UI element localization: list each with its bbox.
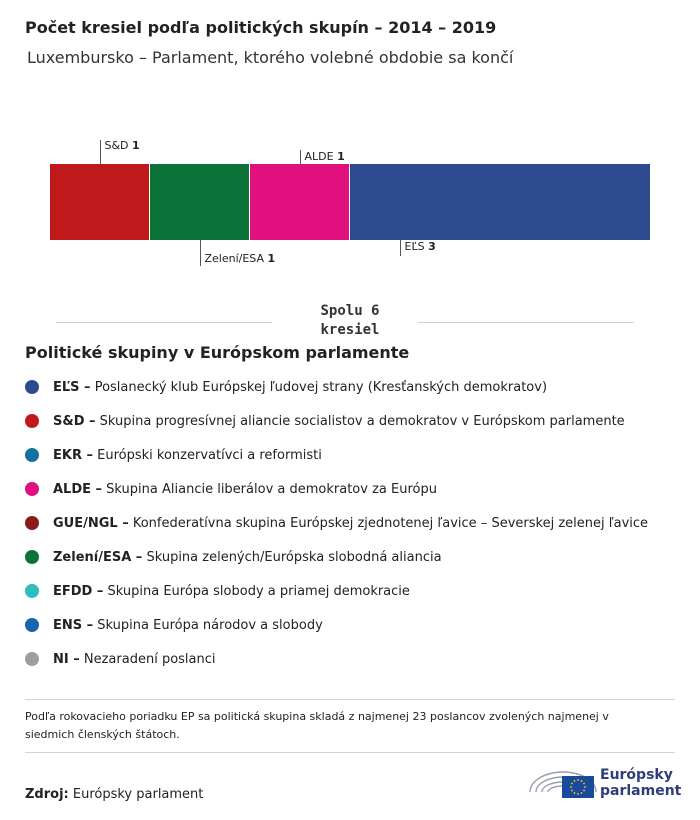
total-divider-right <box>418 322 634 323</box>
source-label: Zdroj: <box>25 787 69 802</box>
chart-title: Počet kresiel podľa politických skupín – 2014 – 2019 <box>25 18 497 37</box>
legend-desc: Skupina Aliancie liberálov a demokratov za Európu <box>102 481 437 497</box>
legend-color-dot <box>25 414 39 428</box>
note-text: Podľa rokovacieho poriadku EP sa politická skupina skladá z najmenej 23 poslancov zvolených najmenej v siedmich členských štátoch. <box>25 710 609 741</box>
legend-desc: Skupina progresívnej aliancie socialistov a demokratov v Európskom parlamente <box>95 413 625 429</box>
legend-desc: Skupina Európa slobody a priamej demokracie <box>103 583 410 599</box>
total-seats-line1: Spolu 6 <box>320 303 380 319</box>
eu-star-icon <box>577 793 579 795</box>
bar-label-1: Zelení/ESA 1 <box>204 252 276 265</box>
source <box>25 787 203 802</box>
bar-label-2: ALDE 1 <box>304 150 345 163</box>
seat-bar-chart <box>0 130 700 280</box>
eu-star-icon <box>581 792 583 794</box>
logo-line2: parlament <box>600 783 682 799</box>
legend-abbr: S&D – <box>53 413 96 429</box>
bar-segment-3 <box>350 164 650 240</box>
legend-color-dot <box>25 550 39 564</box>
legend-item <box>25 438 648 472</box>
bar-label-3: EĽS 3 <box>404 240 436 253</box>
legend-title: Politické skupiny v Európskom parlamente <box>25 343 410 362</box>
legend-abbr: ALDE – <box>53 481 103 497</box>
eu-star-icon <box>574 792 576 794</box>
bar-label-0: S&D 1 <box>104 139 140 152</box>
bar-segment-1 <box>150 164 249 240</box>
legend-color-dot <box>25 618 39 632</box>
eu-star-icon <box>581 780 583 782</box>
bar-segment-0 <box>50 164 149 240</box>
legend-color-dot <box>25 448 39 462</box>
legend-item <box>25 506 648 540</box>
legend-item <box>25 642 648 676</box>
legend-item <box>25 540 648 574</box>
eu-star-icon <box>583 783 585 785</box>
legend-abbr: GUE/NGL – <box>53 515 129 531</box>
eu-star-icon <box>577 779 579 781</box>
note-divider-bottom <box>25 752 675 753</box>
legend-color-dot <box>25 584 39 598</box>
total-seats <box>56 300 634 344</box>
legend-color-dot <box>25 652 39 666</box>
eu-star-icon <box>570 786 572 788</box>
total-divider-left <box>56 322 272 323</box>
logo-line1: Európsky <box>600 767 673 783</box>
total-seats-line2: kresiel <box>320 322 380 338</box>
legend-color-dot <box>25 482 39 496</box>
note-divider-top <box>25 699 675 700</box>
logo-text <box>600 767 681 799</box>
legend-item <box>25 574 648 608</box>
legend-desc: Poslanecký klub Európskej ľudovej strany (Kresťanských demokratov) <box>90 379 548 395</box>
legend-desc: Skupina Európa národov a slobody <box>93 617 323 633</box>
legend-abbr: ENS – <box>53 617 94 633</box>
chart-subtitle: Luxembursko – Parlament, ktorého volebné obdobie sa končí <box>27 48 514 67</box>
eu-star-icon <box>574 780 576 782</box>
legend-abbr: EFDD – <box>53 583 104 599</box>
parliament-hemicycle-icon <box>528 762 598 802</box>
eu-star-icon <box>571 790 573 792</box>
total-seats-label <box>306 302 394 340</box>
legend-desc: Nezaradení poslanci <box>79 651 216 667</box>
legend-item <box>25 370 648 404</box>
legend-desc: Skupina zelených/Európska slobodná aliancia <box>142 549 442 565</box>
eu-star-icon <box>584 786 586 788</box>
legend-item <box>25 404 648 438</box>
european-parliament-logo <box>528 762 682 802</box>
legend-abbr: EKR – <box>53 447 93 463</box>
legend-desc: Konfederatívna skupina Európskej zjednotenej ľavice – Severskej zelenej ľavice <box>128 515 649 531</box>
legend <box>25 370 648 676</box>
legend-abbr: NI – <box>53 651 80 667</box>
legend-color-dot <box>25 516 39 530</box>
legend-item <box>25 472 648 506</box>
bar-segment-2 <box>250 164 349 240</box>
legend-abbr: Zelení/ESA – <box>53 549 143 565</box>
legend-abbr: EĽS – <box>53 379 91 395</box>
source-value: Európsky parlament <box>72 787 204 802</box>
legend-color-dot <box>25 380 39 394</box>
legend-desc: Európski konzervatívci a reformisti <box>93 447 322 463</box>
eu-star-icon <box>571 783 573 785</box>
legend-item <box>25 608 648 642</box>
eu-star-icon <box>583 790 585 792</box>
